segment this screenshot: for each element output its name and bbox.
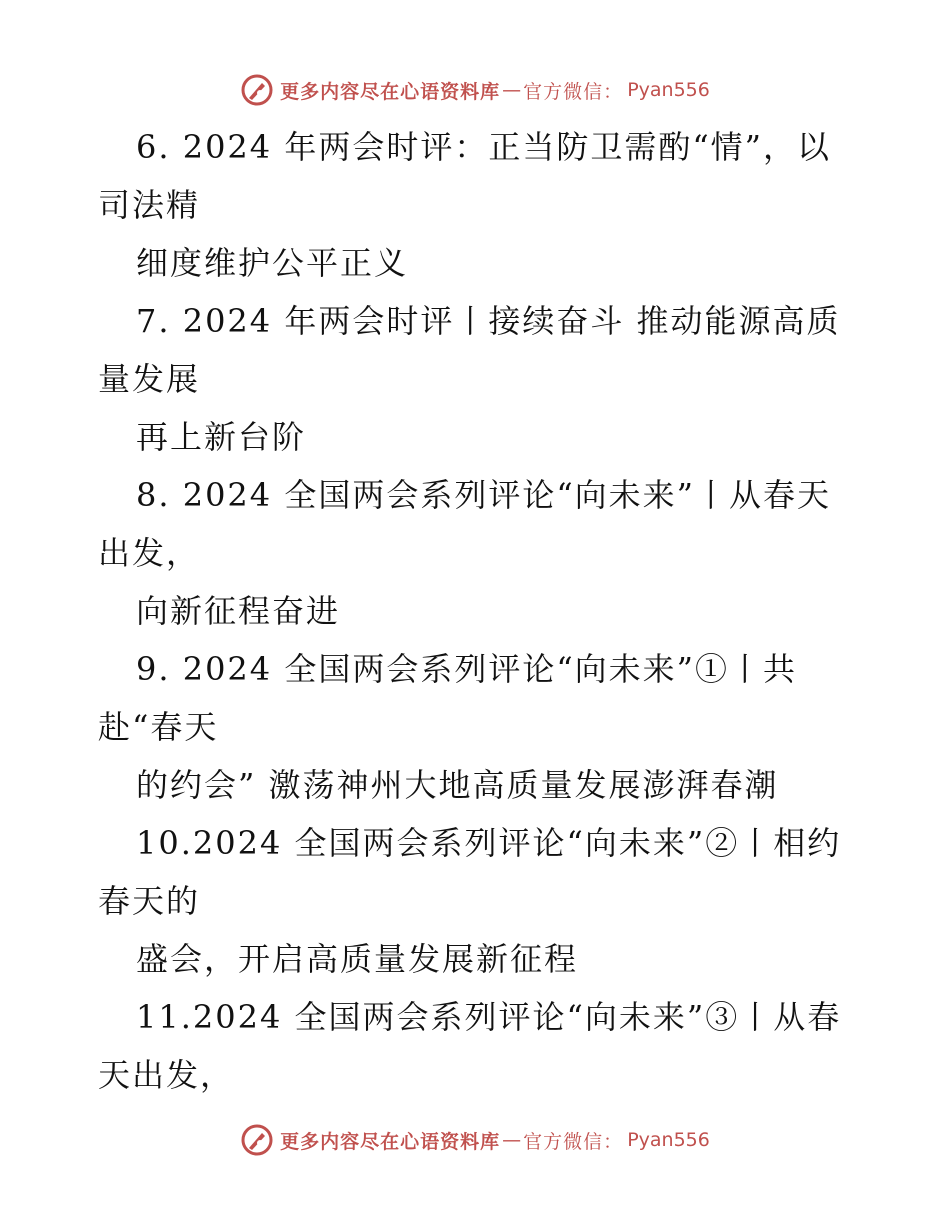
text-line: 出发，	[98, 534, 201, 572]
banner-wechat-id: Pyan556	[627, 79, 710, 101]
text-line: 8. 2024 全国两会系列评论“向未来”丨从春天	[136, 476, 832, 514]
pen-logo-icon	[240, 1123, 274, 1157]
banner-separator: —	[502, 1129, 522, 1151]
text-line: 的约会” 激荡神州大地高质量发展澎湃春潮	[136, 766, 779, 804]
text-line: 10.2024 全国两会系列评论“向未来”②丨相约	[136, 824, 842, 862]
text-line: 盛会，开启高质量发展新征程	[136, 940, 579, 978]
text-line: 再上新台阶	[136, 418, 307, 456]
text-line: 细度维护公平正义	[136, 244, 409, 282]
text-line: 司法精	[98, 186, 201, 224]
banner-title: 更多内容尽在心语资料库	[280, 80, 501, 103]
header-banner	[0, 70, 950, 110]
text-line: 赴“春天	[98, 708, 219, 746]
banner-separator: —	[502, 79, 522, 101]
banner-wechat-label: 官方微信：	[523, 80, 624, 103]
text-line: 天出发，	[98, 1056, 235, 1094]
banner-title: 更多内容尽在心语资料库	[280, 1130, 501, 1153]
banner-wechat-id: Pyan556	[627, 1129, 710, 1151]
document-body	[98, 118, 858, 1104]
text-line: 量发展	[98, 360, 201, 398]
text-line: 向新征程奋进	[136, 592, 341, 630]
pen-logo-icon	[240, 73, 274, 107]
banner-wechat-label: 官方微信：	[523, 1130, 624, 1153]
footer-banner	[0, 1120, 950, 1160]
text-line: 7. 2024 年两会时评丨接续奋斗 推动能源高质	[136, 302, 841, 340]
text-line: 春天的	[98, 882, 201, 920]
text-line: 6. 2024 年两会时评：正当防卫需酌“情”，以	[136, 128, 832, 166]
text-line: 11.2024 全国两会系列评论“向未来”③丨从春	[136, 998, 842, 1036]
text-line: 9. 2024 全国两会系列评论“向未来”①丨共	[136, 650, 798, 688]
